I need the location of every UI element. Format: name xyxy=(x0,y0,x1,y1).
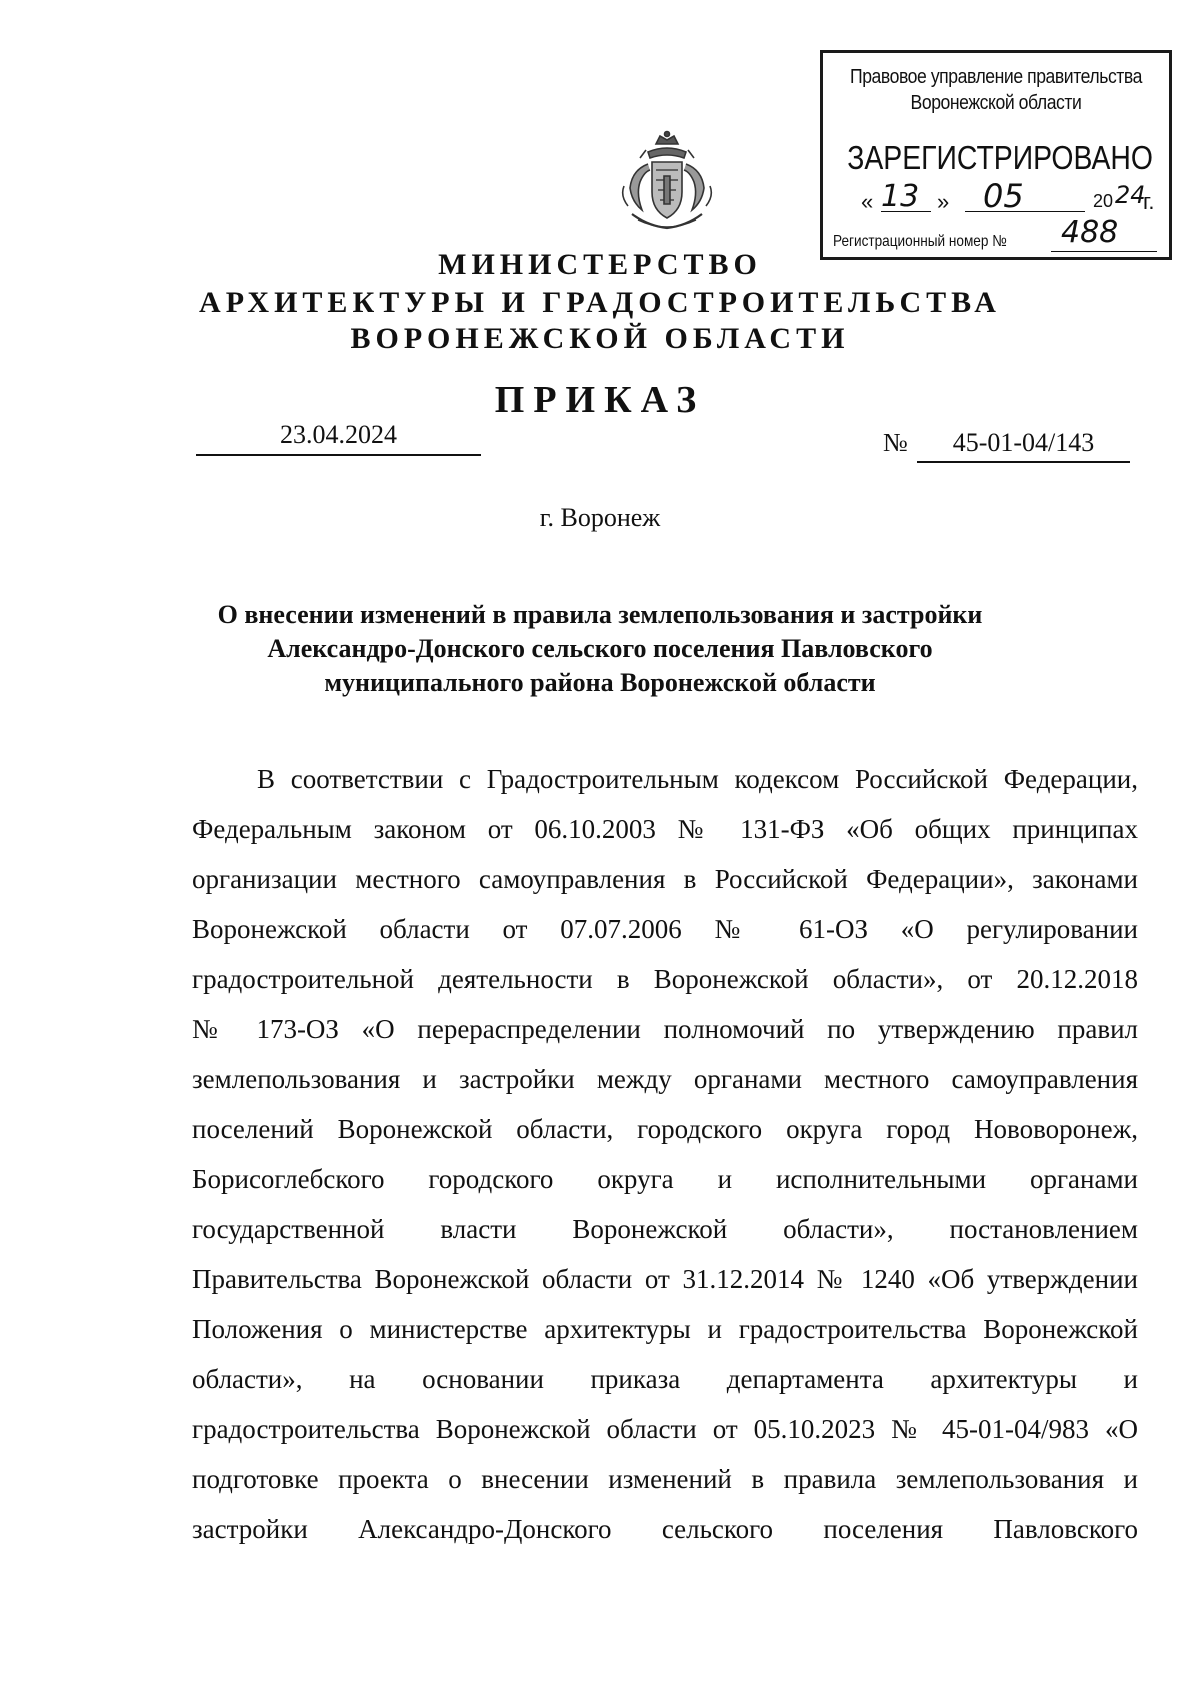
subject-line: О внесении изменений в правила землепользования и застройки xyxy=(217,600,983,629)
ministry-name-line2: АРХИТЕКТУРЫ И ГРАДОСТРОИТЕЛЬСТВА xyxy=(199,286,1001,319)
document-type-title: ПРИКАЗ xyxy=(494,379,706,421)
subject-line: муниципального района Воронежской области xyxy=(324,668,876,697)
body-line: Положения о министерстве архитектуры и градостроительства Воронежской xyxy=(192,1314,1138,1344)
document-body xyxy=(192,754,1138,1554)
stamp-registered: ЗАРЕГИСТРИРОВАНО xyxy=(847,139,1154,176)
coat-of-arms-emblem xyxy=(618,130,716,235)
document-city: г. Воронеж xyxy=(539,503,661,532)
stamp-month: 05 xyxy=(983,177,1024,215)
stamp-org-line2: Воронежской области xyxy=(910,92,1082,114)
stamp-year-prefix: 20 xyxy=(1093,191,1114,211)
body-line: Правительства Воронежской области от 31.12.2014 № 1240 «Об утверждении xyxy=(192,1264,1138,1294)
subject-line: Александро-Донского сельского поселения Павловского xyxy=(267,634,933,663)
stamp-date-row: « 13 » 05 20 24 г. xyxy=(861,177,1155,215)
body-line: государственной власти Воронежской области», постановлением xyxy=(192,1214,1138,1244)
body-line: землепользования и застройки между органами местного самоуправления xyxy=(192,1064,1138,1094)
document-subject xyxy=(160,598,1040,700)
stamp-day: 13 xyxy=(881,179,920,214)
ministry-name-line1: МИНИСТЕРСТВО xyxy=(438,248,762,281)
body-line: Воронежской области от 07.07.2006 № 61-ОЗ «О регулировании xyxy=(192,914,1138,944)
stamp-number-label: Регистрационный номер № xyxy=(833,233,1007,250)
stamp-year-unit: г. xyxy=(1143,189,1155,214)
stamp-org-line1: Правовое управление правительства xyxy=(849,66,1142,88)
body-line: организации местного самоуправления в Российской Федерации», законами xyxy=(192,864,1138,894)
body-line: застройки Александро-Донского сельского поселения Павловского xyxy=(192,1514,1138,1544)
document-date: 23.04.2024 xyxy=(196,420,481,456)
ministry-name-line3: ВОРОНЕЖСКОЙ ОБЛАСТИ xyxy=(350,322,850,355)
stamp-year-suffix: 24 xyxy=(1115,181,1146,209)
body-line: подготовке проекта о внесении изменений в правила землепользования и xyxy=(192,1464,1138,1494)
document-number-label: № xyxy=(883,428,908,457)
document-number: 45-01-04/143 xyxy=(917,428,1130,463)
stamp-number: 488 xyxy=(1061,215,1119,250)
body-line: поселений Воронежской области, городского округа город Нововоронеж, xyxy=(192,1114,1138,1144)
body-line: В соответствии с Градостроительным кодексом Российской Федерации, xyxy=(257,764,1138,794)
body-line: Федеральным законом от 06.10.2003 № 131-ФЗ «Об общих принципах xyxy=(192,814,1138,844)
body-line: градостроительной деятельности в Воронежской области», от 20.12.2018 xyxy=(192,964,1138,994)
body-line: Борисоглебского городского округа и исполнительными органами xyxy=(192,1164,1138,1194)
body-line: градостроительства Воронежской области от 05.10.2023 № 45-01-04/983 «О xyxy=(192,1414,1138,1444)
registration-stamp xyxy=(820,50,1172,260)
body-line: области», на основании приказа департамента архитектуры и xyxy=(192,1364,1138,1394)
body-line: № 173-ОЗ «О перераспределении полномочий по утверждению правил xyxy=(192,1014,1138,1044)
